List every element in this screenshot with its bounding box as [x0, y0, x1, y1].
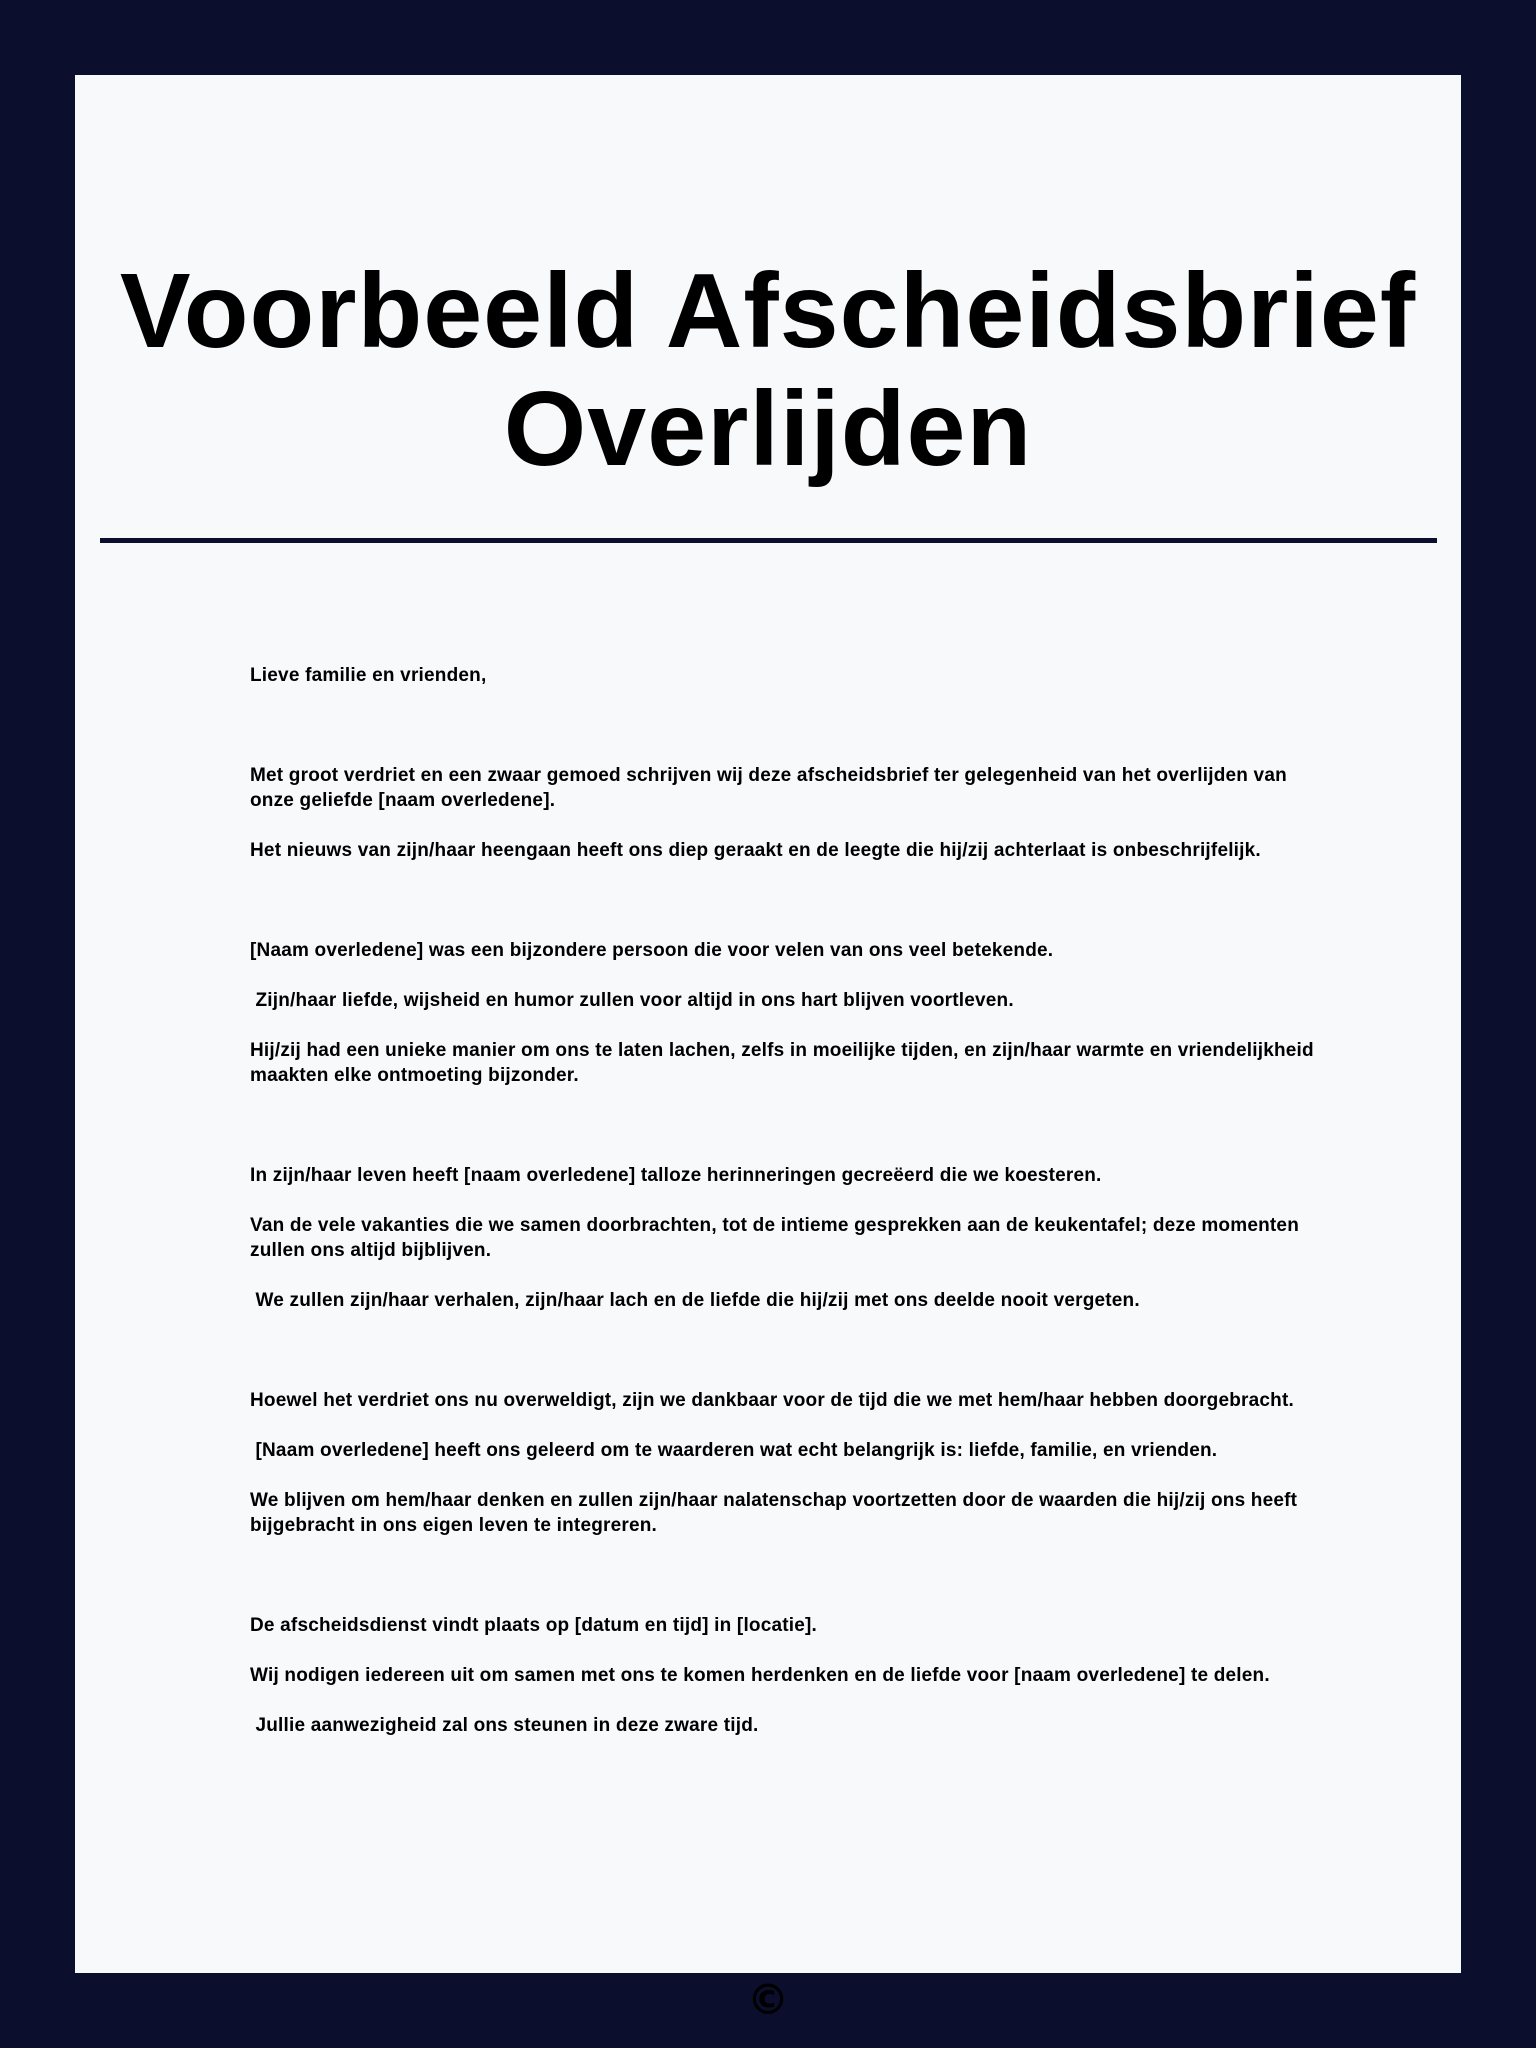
- paragraph: [Naam overledene] heeft ons geleerd om te waarderen wat echt belangrijk is: liefde, familie, en vrienden.: [250, 1440, 1218, 1461]
- title-separator: [100, 538, 1437, 543]
- letter-section-2: [250, 938, 1330, 1088]
- spacer: [250, 1263, 1330, 1288]
- letter-card: [75, 75, 1461, 2024]
- spacer: [250, 1313, 1330, 1388]
- spacer: [250, 1188, 1330, 1213]
- paragraph: We blijven om hem/haar denken en zullen zijn/haar nalatenschap voortzetten door de waarden die hij/zij ons heeft bijgebracht in ons eigen leven te integreren.: [250, 1490, 1303, 1536]
- spacer: [250, 1013, 1330, 1038]
- copyright-icon: ©: [747, 1975, 789, 2024]
- letter-section-4: [250, 1388, 1330, 1538]
- letter-section-1: [250, 763, 1330, 863]
- spacer: [250, 1538, 1330, 1613]
- spacer: [250, 1413, 1330, 1438]
- spacer: [250, 813, 1330, 838]
- spacer: [250, 863, 1330, 938]
- spacer: [250, 1088, 1330, 1163]
- page-title-line-1: Voorbeeld Afscheidsbrief: [119, 252, 1417, 370]
- paragraph: We zullen zijn/haar verhalen, zijn/haar lach en de liefde die hij/zij met ons deelde nooit vergeten.: [250, 1290, 1140, 1311]
- paragraph: De afscheidsdienst vindt plaats op [datum en tijd] in [locatie].: [250, 1615, 818, 1636]
- letter-body: [250, 663, 1330, 1738]
- letter-section-3: [250, 1163, 1330, 1313]
- page-title: [75, 252, 1461, 488]
- paragraph: Wij nodigen iedereen uit om samen met ons te komen herdenken en de liefde voor [naam overledene] te delen.: [250, 1665, 1270, 1686]
- paragraph: Hoewel het verdriet ons nu overweldigt, zijn we dankbaar voor de tijd die we met hem/haar hebben doorgebracht.: [250, 1390, 1294, 1411]
- paragraph: Van de vele vakanties die we samen doorbrachten, tot de intieme gesprekken aan de keukentafel; deze momenten zullen ons altijd bijblijven.: [250, 1215, 1305, 1261]
- letter-salutation: Lieve familie en vrienden,: [250, 665, 487, 686]
- paragraph: Zijn/haar liefde, wijsheid en humor zullen voor altijd in ons hart blijven voortleven.: [250, 990, 1014, 1011]
- paragraph: Jullie aanwezigheid zal ons steunen in deze zware tijd.: [250, 1715, 759, 1736]
- paragraph: In zijn/haar leven heeft [naam overledene] talloze herinneringen gecreëerd die we koesteren.: [250, 1165, 1102, 1186]
- spacer: [250, 1688, 1330, 1713]
- spacer: [250, 1463, 1330, 1488]
- page-title-line-2: Overlijden: [503, 370, 1033, 488]
- paragraph: Het nieuws van zijn/haar heengaan heeft ons diep geraakt en de leegte die hij/zij achterlaat is onbeschrijfelijk.: [250, 840, 1261, 861]
- spacer: [250, 963, 1330, 988]
- spacer: [250, 1638, 1330, 1663]
- paragraph: Met groot verdriet en een zwaar gemoed schrijven wij deze afscheidsbrief ter gelegenheid van het overlijden van onze geliefde [naam overledene].: [250, 765, 1293, 811]
- paragraph: [Naam overledene] was een bijzondere persoon die voor velen van ons veel betekende.: [250, 940, 1054, 961]
- paragraph: Hij/zij had een unieke manier om ons te laten lachen, zelfs in moeilijke tijden, en zijn/haar warmte en vriendelijkheid maakten elke ontmoeting bijzonder.: [250, 1040, 1320, 1086]
- spacer: [250, 688, 1330, 763]
- letter-section-5: [250, 1613, 1330, 1738]
